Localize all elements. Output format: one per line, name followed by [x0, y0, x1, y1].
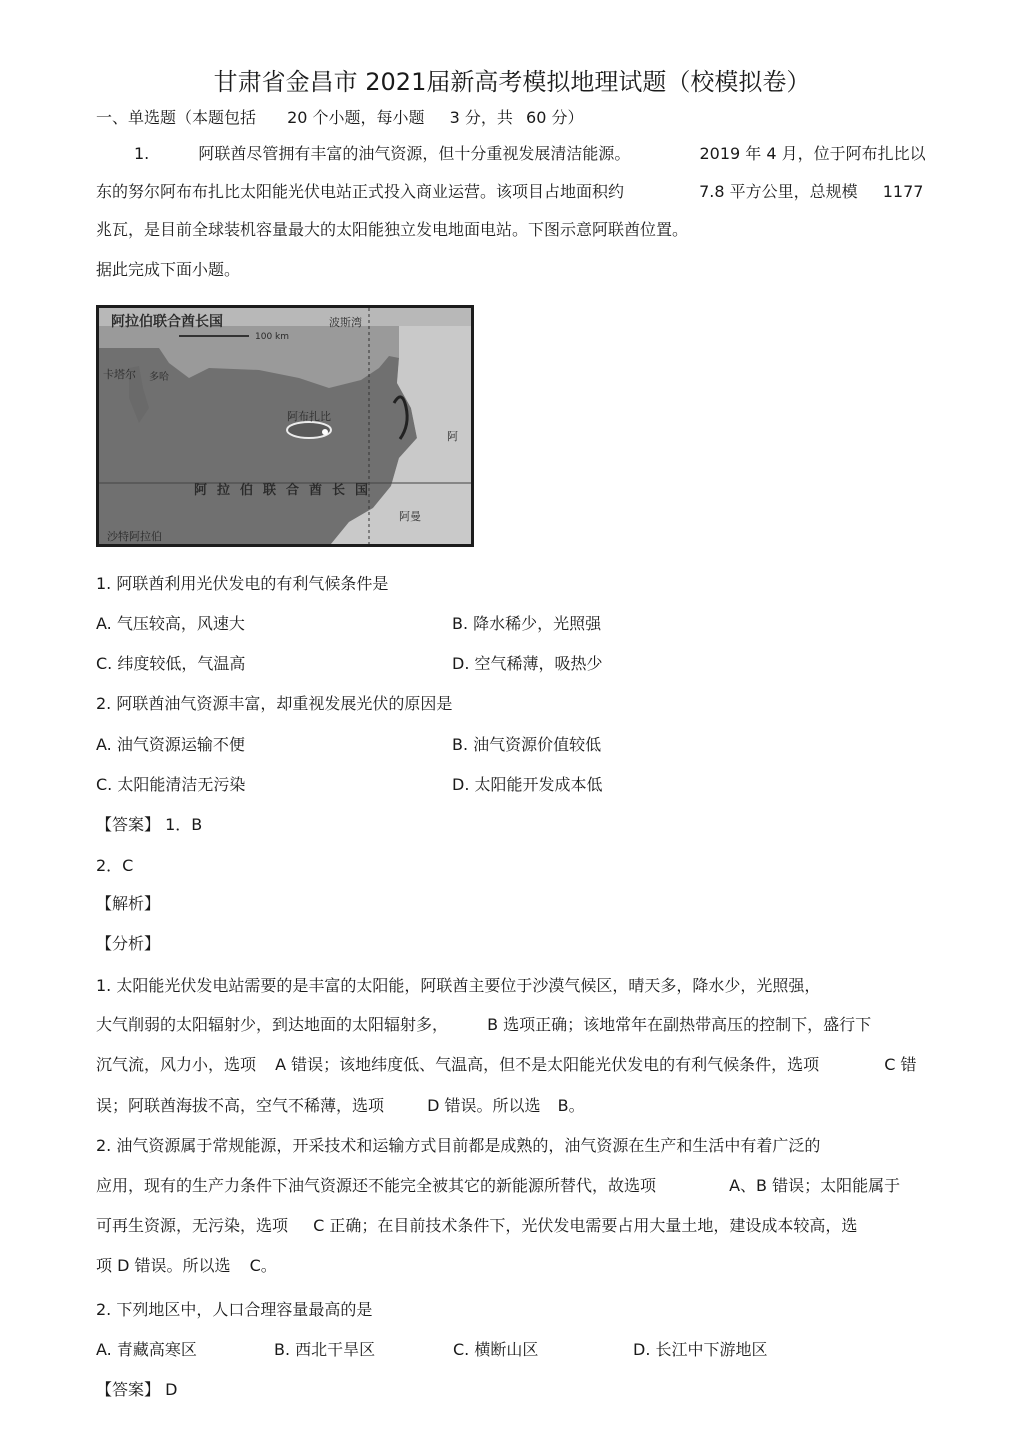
explanation-text: 应用，现有的生产力条件下油气资源还不能完全被其它的新能源所替代，故选项: [96, 1176, 657, 1195]
intro-line-3: 兆瓦，是目前全球装机容量最大的太阳能独立发电地面电站。下图示意阿联酋位置。: [96, 220, 689, 239]
explanation-text: 误；阿联酋海拔不高，空气不稀薄，选项: [96, 1096, 385, 1115]
intro-text: 阿联酋尽管拥有丰富的油气资源，但十分重视发展清洁能源。: [198, 144, 631, 163]
map-label: 阿布扎比: [287, 410, 331, 423]
map-label: 阿拉伯联合酋长国: [194, 483, 379, 498]
explanation-text: 大气削弱的太阳辐射少，到达地面的太阳辐射多，: [96, 1015, 449, 1034]
question-2-option-b: B. 油气资源价值较低: [452, 735, 602, 754]
explanation-text: C。: [249, 1256, 277, 1275]
map-label: 多哈: [149, 372, 169, 383]
question-1-option-a: A. 气压较高，风速大: [96, 614, 245, 633]
question-1-option-d: D. 空气稀薄，吸热少: [452, 654, 603, 673]
question-2-option-a: A. 油气资源运输不便: [96, 735, 245, 754]
explanation-text: A、B 错误；太阳能属于: [729, 1176, 901, 1195]
explanation-text: D 错误。所以选: [427, 1096, 541, 1115]
section-heading: [96, 110, 583, 126]
map-country-label: 阿拉伯联合酋长国: [111, 314, 223, 330]
section-heading-a: 一、单选题（本题包括: [96, 108, 257, 127]
map-label: 沙特阿拉伯: [107, 530, 162, 543]
section-heading-b: 20 个小题，每小题: [287, 108, 425, 127]
map-label: 波斯湾: [329, 316, 362, 329]
intro-line-1: [134, 146, 926, 162]
explanation-text: C 正确；在目前技术条件下，光伏发电需要占用大量土地，建设成本较高，选: [313, 1216, 858, 1235]
intro-line-4: 据此完成下面小题。: [96, 260, 241, 279]
intro-line-2: [96, 184, 923, 200]
question-1-stem: 1. 阿联酋利用光伏发电的有利气候条件是: [96, 574, 389, 593]
explanation-2-line-4: [96, 1258, 277, 1274]
answer-line-2: 2．C: [96, 856, 134, 875]
explanation-text: C 错: [884, 1055, 917, 1074]
explanation-2-line-3: [96, 1218, 857, 1234]
question-3-stem: 2. 下列地区中，人口合理容量最高的是: [96, 1300, 373, 1319]
map-label: 卡塔尔: [103, 368, 136, 381]
explanation-1-line-1: 1. 太阳能光伏发电站需要的是丰富的太阳能，阿联酋主要位于沙漠气候区，晴天多，降水少，光照强，: [96, 976, 821, 995]
question-2-option-c: C. 太阳能清洁无污染: [96, 775, 246, 794]
answer-line-3: 【答案】 D: [96, 1380, 178, 1399]
question-3-option-b: B. 西北干旱区: [274, 1340, 376, 1359]
question-2-option-d: D. 太阳能开发成本低: [452, 775, 603, 794]
answer-line-1: 【答案】 1．B: [96, 815, 203, 834]
intro-text: 东的努尔阿布布扎比太阳能光伏电站正式投入商业运营。该项目占地面积约: [96, 182, 625, 201]
explanation-2-line-1: 2. 油气资源属于常规能源，开采技术和运输方式目前都是成熟的，油气资源在生产和生活中有着广泛的: [96, 1136, 821, 1155]
fenxi-heading: 【分析】: [96, 934, 161, 953]
explanation-text: 可再生资源，无污染，选项: [96, 1216, 289, 1235]
page-title: 甘肃省金昌市 2021届新高考模拟地理试题（校模拟卷）: [213, 68, 811, 96]
question-2-stem: 2. 阿联酋油气资源丰富，却重视发展光伏的原因是: [96, 694, 453, 713]
question-3-option-c: C. 横断山区: [453, 1340, 539, 1359]
explanation-1-line-4: [96, 1098, 585, 1114]
explanation-1-line-3: [96, 1057, 917, 1073]
intro-text: 1177: [882, 182, 924, 201]
explanation-2-line-2: [96, 1178, 900, 1194]
explanation-text: 沉气流，风力小，选项: [96, 1055, 257, 1074]
intro-text: 7.8 平方公里，总规模: [699, 182, 858, 201]
intro-text: 2019 年 4 月，位于阿布扎比以: [699, 144, 926, 163]
explanation-text: A 错误；该地纬度低、气温高，但不是太阳能光伏发电的有利气候条件，选项: [275, 1055, 820, 1074]
question-3-option-a: A. 青藏高寒区: [96, 1340, 197, 1359]
uae-location-map: [96, 305, 474, 547]
map-label: 阿: [447, 430, 458, 443]
explanation-1-line-2: [96, 1017, 871, 1033]
question-3-option-d: D. 长江中下游地区: [633, 1340, 768, 1359]
question-1-option-c: C. 纬度较低，气温高: [96, 654, 246, 673]
analysis-heading: 【解析】: [96, 894, 161, 913]
explanation-text: B 选项正确；该地常年在副热带高压的控制下，盛行下: [487, 1015, 872, 1034]
map-scale-label: 100 km: [255, 332, 290, 342]
intro-number: 1.: [134, 144, 150, 163]
explanation-text: B。: [557, 1096, 585, 1115]
explanation-text: 项 D 错误。所以选: [96, 1256, 231, 1275]
section-heading-c: 3 分，共: [449, 108, 513, 127]
map-label: 阿曼: [399, 510, 421, 523]
section-heading-d: 60 分）: [526, 108, 584, 127]
question-1-option-b: B. 降水稀少，光照强: [452, 614, 602, 633]
